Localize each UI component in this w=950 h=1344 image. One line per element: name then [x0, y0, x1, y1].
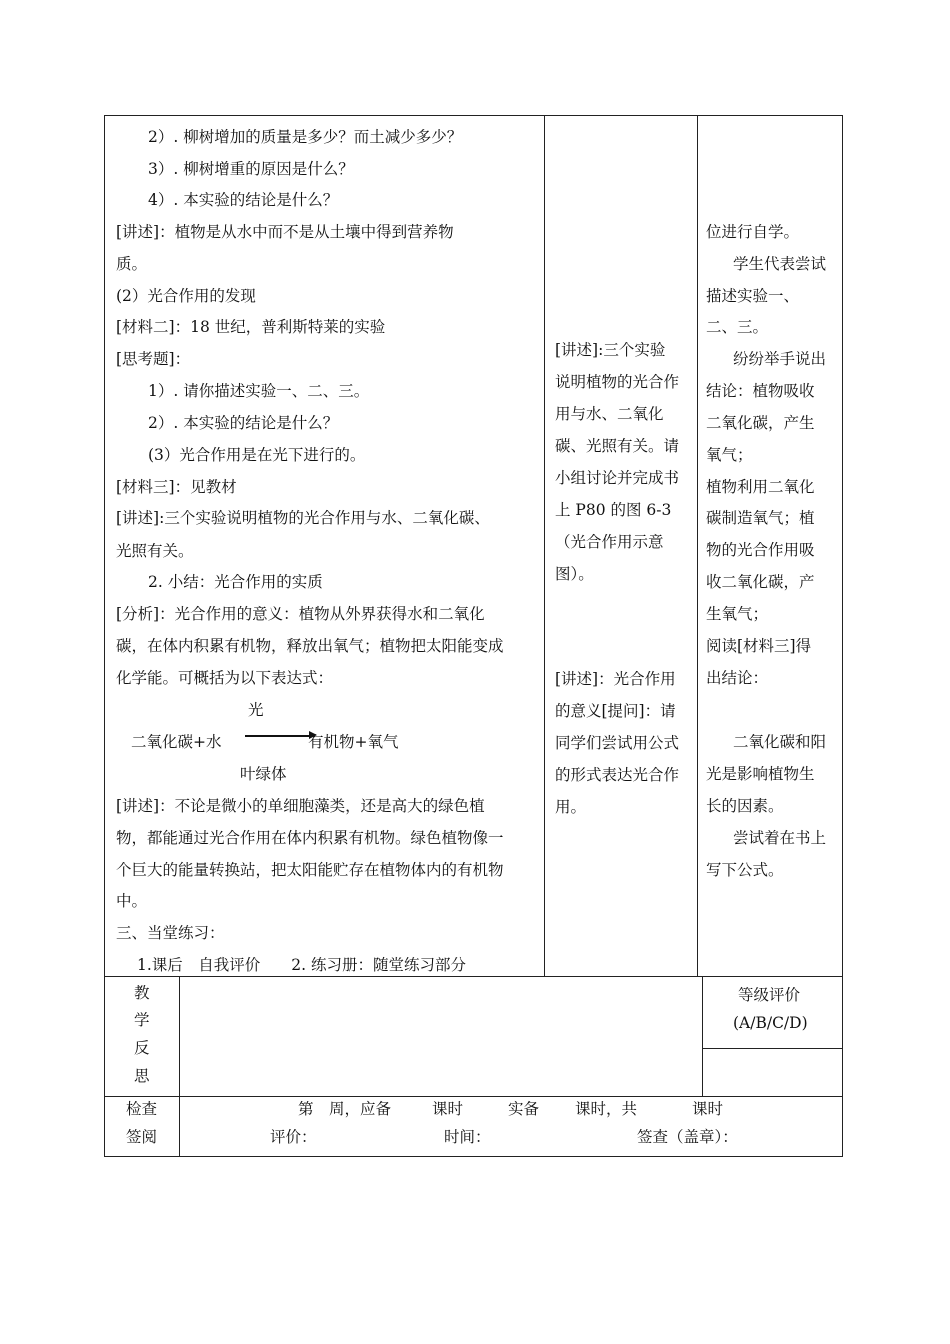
right-line-3: 描述实验一、 — [706, 287, 800, 305]
check-lesson-2: 课时，共 — [575, 1100, 638, 1118]
grade-title: 等级评价 — [738, 986, 801, 1004]
grade-divider-vertical — [702, 976, 703, 1097]
right-line-12: 收二氧化碳，产 — [706, 573, 815, 591]
check-actual: 实备 — [508, 1100, 540, 1118]
middle-line-13: 用。 — [555, 798, 587, 816]
left-line-4: [讲述]：植物是从水中而不是从土壤中得到营养物 — [116, 223, 454, 241]
equation-arrow-icon — [245, 735, 315, 737]
middle-line-11: 同学们尝试用公式 — [555, 734, 680, 752]
left-line-7: [材料二]：18 世纪，普利斯特莱的实验 — [116, 318, 386, 336]
check-lesson-3: 课时 — [692, 1100, 724, 1118]
row-divider-check — [104, 1096, 843, 1097]
right-line-17: 光是影响植物生 — [706, 765, 815, 783]
table-border-bottom — [104, 1156, 843, 1157]
check-time: 时间： — [444, 1128, 491, 1146]
left-line-16: [分析]：光合作用的意义：植物从外界获得水和二氧化 — [116, 605, 485, 623]
left-line-21: 个巨大的能量转换站，把太阳能贮存在植物体内的有机物 — [116, 861, 504, 879]
left-line-22: 中。 — [116, 892, 148, 910]
right-line-20: 写下公式。 — [706, 861, 784, 879]
equation-reactants: 二氧化碳+水 — [131, 733, 222, 751]
left-line-15: 2. 小结：光合作用的实质 — [148, 573, 323, 591]
left-line-18: 化学能。可概括为以下表达式： — [116, 669, 334, 687]
left-line-20: 物，都能通过光合作用在体内积累有机物。绿色植物像一 — [116, 829, 504, 847]
left-line-9: 1）. 请你描述实验一、二、三。 — [148, 382, 370, 400]
reflection-label-char-4: 思 — [134, 1067, 150, 1085]
equation-light-label: 光 — [248, 701, 264, 719]
left-line-17: 碳，在体内积累有机物，释放出氧气；植物把太阳能变成 — [116, 637, 504, 655]
right-line-13: 生氧气； — [706, 605, 769, 623]
reflection-label-divider — [179, 976, 180, 1157]
right-line-6: 结论：植物吸收 — [706, 382, 815, 400]
right-line-5: 纷纷举手说出 — [733, 350, 827, 368]
check-label-2: 签阅 — [126, 1128, 158, 1146]
middle-line-10: 的意义[提问]：请 — [555, 702, 676, 720]
left-line-14: 光照有关。 — [116, 542, 194, 560]
left-line-11: (3）光合作用是在光下进行的。 — [148, 446, 366, 464]
table-border-top — [104, 115, 843, 116]
middle-line-2: 说明植物的光合作 — [555, 373, 680, 391]
grade-options: (A/B/C/D) — [733, 1014, 808, 1032]
table-border-right — [842, 115, 843, 1157]
left-line-24: 1.课后 自我评价 2. 练习册：随堂练习部分 — [137, 956, 467, 974]
middle-line-9: [讲述]：光合作用 — [555, 670, 676, 688]
check-sign: 签查（盖章）： — [637, 1128, 738, 1146]
left-line-23: 三、当堂练习： — [116, 924, 225, 942]
column-divider-1 — [544, 115, 545, 977]
row-divider-main — [104, 976, 843, 977]
left-line-6: (2）光合作用的发现 — [116, 287, 256, 305]
check-comment: 评价： — [270, 1128, 317, 1146]
right-line-10: 碳制造氧气；植 — [706, 509, 815, 527]
left-line-5: 质。 — [116, 255, 148, 273]
table-border-left — [104, 115, 105, 1157]
left-line-2: 3）. 柳树增重的原因是什么？ — [148, 160, 354, 178]
right-line-19: 尝试着在书上 — [733, 829, 827, 847]
middle-line-5: 小组讨论并完成书 — [555, 469, 680, 487]
right-line-7: 二氧化碳，产生 — [706, 414, 815, 432]
right-line-15: 出结论： — [706, 669, 769, 687]
right-line-11: 物的光合作用吸 — [706, 541, 815, 559]
right-line-18: 长的因素。 — [706, 797, 784, 815]
left-line-3: 4）. 本实验的结论是什么？ — [148, 191, 339, 209]
left-line-8: [思考题]： — [116, 350, 191, 368]
right-line-1: 位进行自学。 — [706, 223, 800, 241]
reflection-label-char-3: 反 — [134, 1039, 150, 1057]
middle-line-7: （光合作用示意 — [555, 533, 664, 551]
middle-line-6: 上 P80 的图 6-3 — [555, 501, 672, 519]
middle-line-4: 碳、光照有关。请 — [555, 437, 680, 455]
right-line-16: 二氧化碳和阳 — [733, 733, 827, 751]
right-line-8: 氧气； — [706, 446, 753, 464]
right-line-2: 学生代表尝试 — [733, 255, 827, 273]
right-line-4: 二、三。 — [706, 318, 769, 336]
check-lesson: 课时 — [432, 1100, 464, 1118]
equation-chlorophyll-label: 叶绿体 — [240, 765, 287, 783]
equation-products: 有机物+氧气 — [308, 733, 399, 751]
right-line-14: 阅读[材料三]得 — [706, 637, 812, 655]
middle-line-1: [讲述]:三个实验 — [555, 341, 666, 359]
left-line-13: [讲述]:三个实验说明植物的光合作用与水、二氧化碳、 — [116, 509, 490, 527]
column-divider-2 — [697, 115, 698, 977]
grade-divider-horizontal — [702, 1048, 843, 1049]
left-line-1: 2）. 柳树增加的质量是多少？而土减少多少？ — [148, 128, 463, 146]
right-line-9: 植物利用二氧化 — [706, 478, 815, 496]
check-week: 第 周，应备 — [298, 1100, 392, 1118]
check-label-1: 检查 — [126, 1100, 158, 1118]
left-line-10: 2）. 本实验的结论是什么？ — [148, 414, 339, 432]
reflection-label-char-1: 教 — [134, 984, 150, 1002]
left-line-12: [材料三]：见教材 — [116, 478, 237, 496]
middle-line-12: 的形式表达光合作 — [555, 766, 680, 784]
reflection-label-char-2: 学 — [134, 1011, 150, 1029]
middle-line-3: 用与水、二氧化 — [555, 405, 664, 423]
middle-line-8: 图）。 — [555, 565, 594, 583]
left-line-19: [讲述]：不论是微小的单细胞藻类，还是高大的绿色植 — [116, 797, 485, 815]
